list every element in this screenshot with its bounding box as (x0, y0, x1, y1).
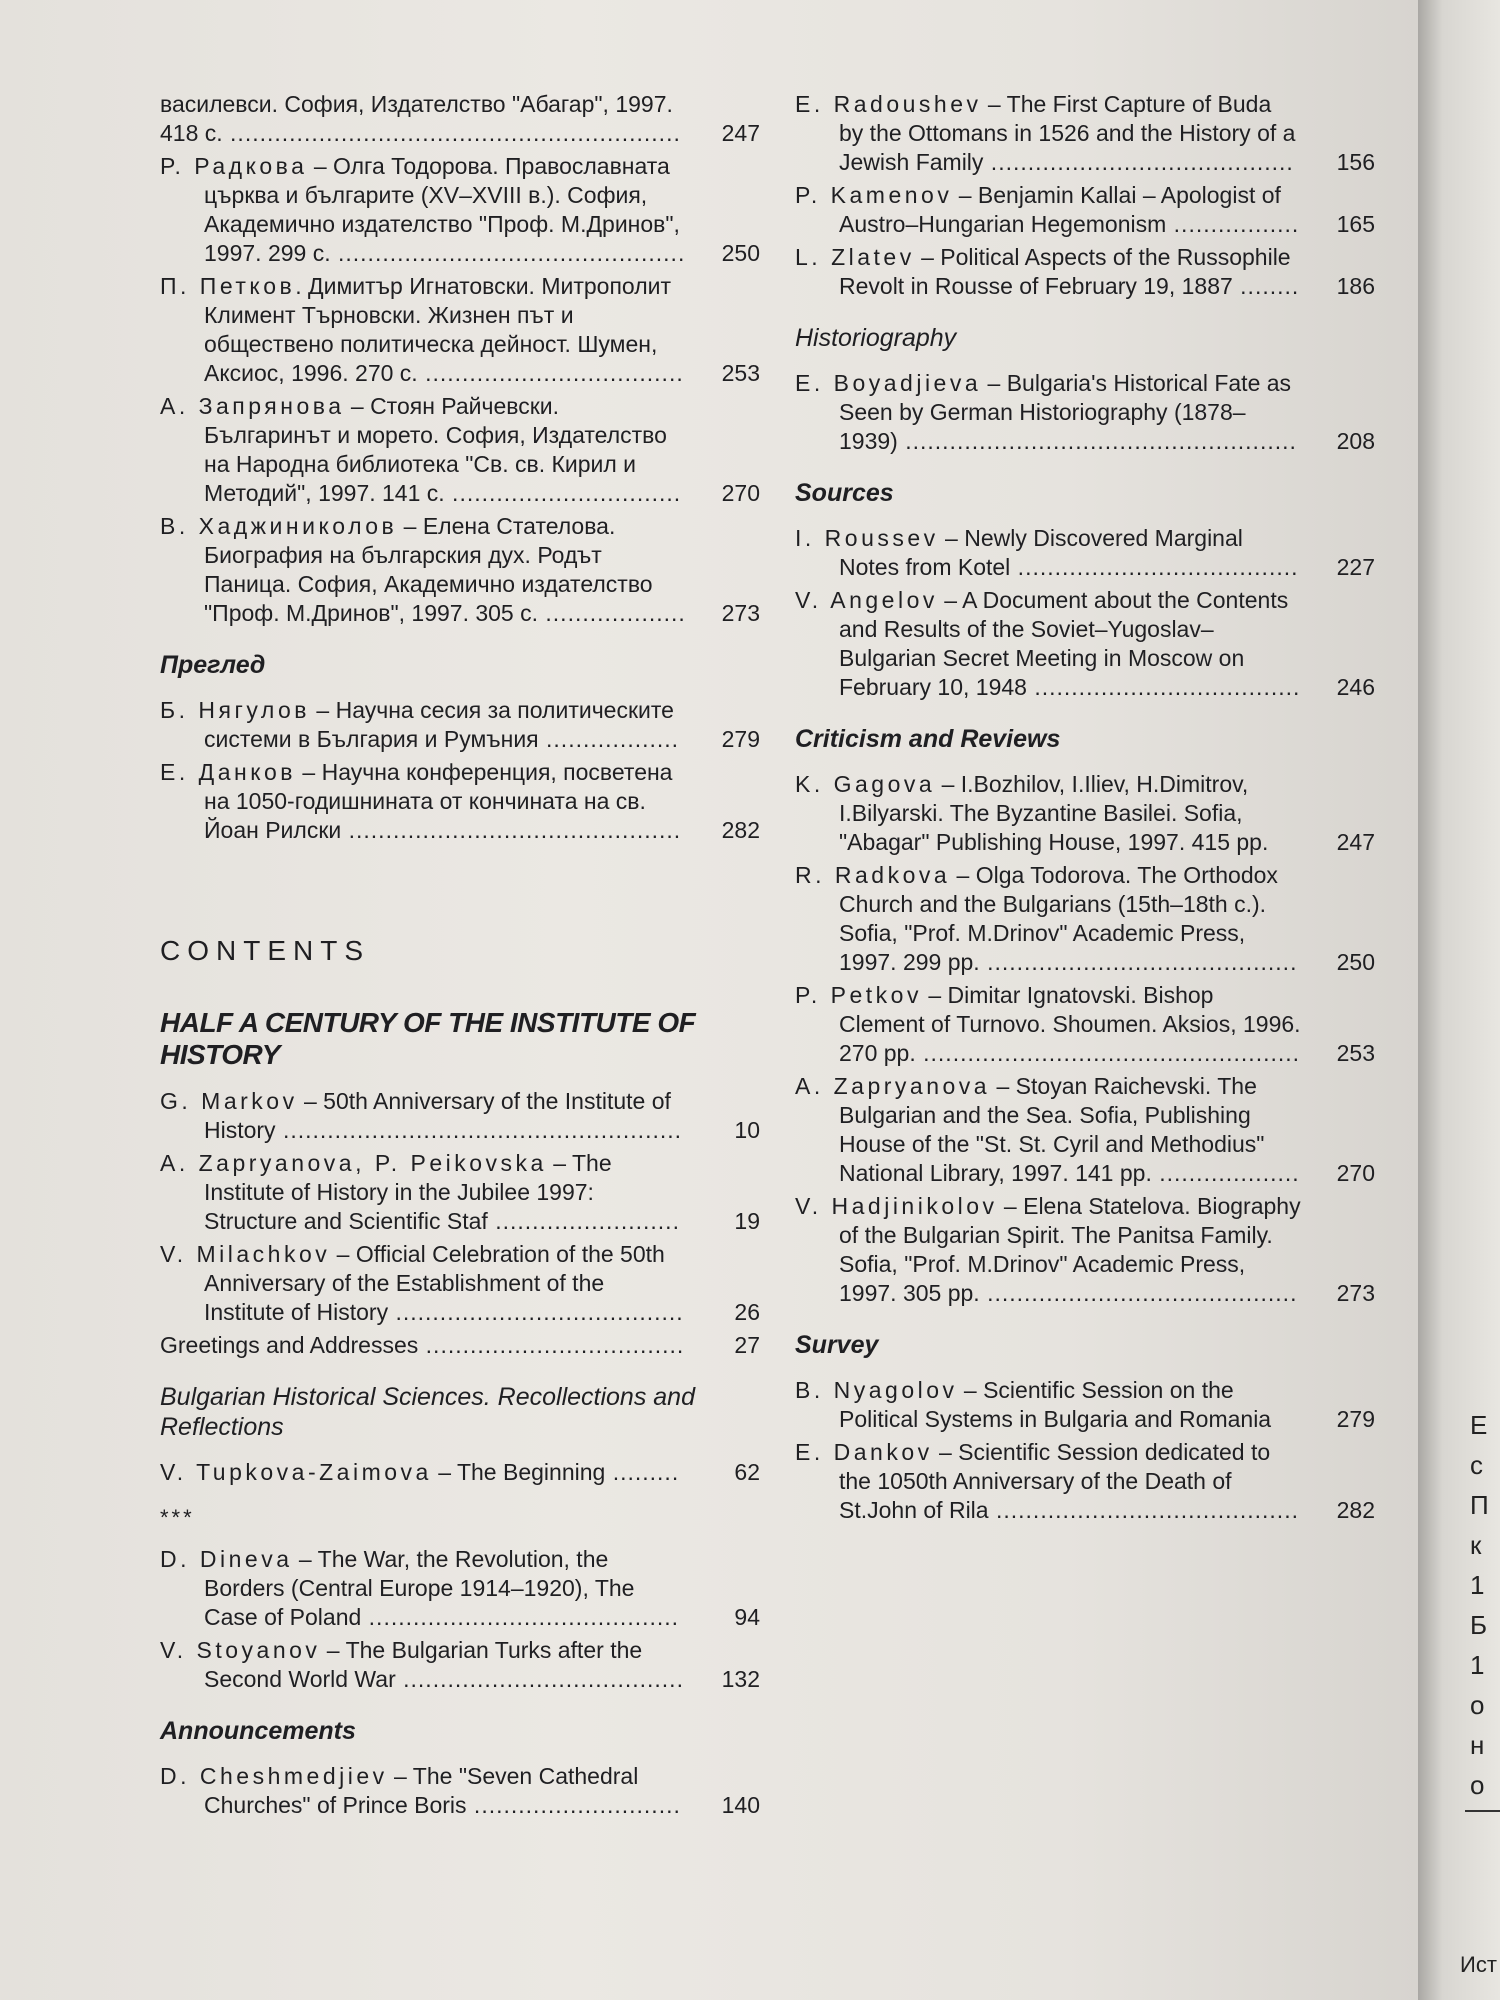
contents-heading: CONTENTS (160, 935, 370, 966)
entry-author: V. Hadjinikolov (795, 1193, 998, 1219)
left-column (160, 90, 760, 1824)
toc-entry (160, 392, 760, 508)
entry-author: A. Zapryanova, P. Peikovska (160, 1150, 547, 1176)
page-number: 19 (734, 1208, 760, 1234)
dot-leader: .................................... (1026, 674, 1301, 700)
survey-bg-entries (160, 696, 760, 845)
toc-entry (795, 369, 1375, 456)
toc-entry-text (795, 524, 1375, 582)
adjacent-page-letter: Е (1470, 1410, 1488, 1440)
toc-entry-text (795, 90, 1375, 177)
toc-entry (160, 272, 760, 388)
toc-entry-text (795, 770, 1375, 857)
toc-entry (795, 770, 1375, 857)
dot-leader: ................................... (418, 1332, 685, 1358)
page-number: 282 (721, 817, 760, 843)
page-number: 132 (721, 1666, 760, 1692)
page-number: 208 (1336, 428, 1375, 454)
toc-entry-text (795, 369, 1375, 456)
entry-author: V. Tupkova-Zaimova (160, 1459, 432, 1485)
entry-title: – Стоян Райчевски. Българинът и морето. София, Издателство на Народна библиотека "Св. св. Кирил и Методий", 1997. 141 с. (204, 393, 667, 506)
dot-leader: ............................................. (341, 817, 682, 843)
dot-leader: .......................................... (979, 1280, 1298, 1306)
after-stars-entries (160, 1545, 760, 1694)
entry-title: – Political Aspects of the Russophile Revolt in Rousse of February 19, 1887 (839, 244, 1291, 299)
entry-title: – Stoyan Raichevski. The Bulgarian and the Sea. Sofia, Publishing House of the "St. St. Cyril and Methodius" National Library, 1997. 141 pp. (839, 1073, 1265, 1186)
adjacent-page-edge (1418, 0, 1500, 2000)
criticism-entries (795, 770, 1375, 1308)
toc-entry-text (160, 1545, 760, 1632)
toc-entry-text (795, 1192, 1375, 1308)
toc-entry (160, 1458, 760, 1487)
top-entries (795, 90, 1375, 301)
toc-entry-text (160, 152, 760, 268)
dot-leader: .......................................... (979, 949, 1298, 975)
toc-entry (160, 512, 760, 628)
entry-author: E. Dankov (795, 1439, 933, 1465)
entry-title: – Олга Тодорова. Православната църква и българите (XV–XVIII в.). София, Академично издателство "Проф. М.Дринов", 1997. 299 с. (204, 153, 680, 266)
toc-entry-text (160, 1636, 760, 1694)
entry-title: . Димитър Игнатовски. Митрополит Климент Търновски. Жизнен път и обществено политическа дейност. Шумен, Аксиос, 1996. 270 с. (204, 273, 671, 386)
section-heading-survey: Survey (795, 1331, 879, 1359)
entry-title: – The War, the Revolution, the Borders (Central Europe 1914–1920), The Case of Poland (204, 1546, 635, 1630)
adjacent-page-letter: к (1470, 1530, 1482, 1560)
dot-leader: ................................... (417, 360, 684, 386)
adjacent-page-letter: о (1470, 1770, 1485, 1800)
toc-entry (160, 1087, 760, 1145)
entry-title: – Olga Todorova. The Orthodox Church and the Bulgarians (15th–18th c.). Sofia, "Prof. M.Drinov" Academic Press, 1997. 299 pp. (839, 862, 1278, 975)
adjacent-page-letter: 1 (1470, 1570, 1485, 1600)
toc-entry-text (160, 1149, 760, 1236)
toc-entry-text (795, 243, 1375, 301)
adjacent-page-letter: н (1470, 1730, 1485, 1760)
entry-author: П. Петков (160, 273, 296, 299)
section-heading-historiography: Historiography (795, 324, 957, 352)
dot-leader: ......................... (487, 1208, 680, 1234)
adjacent-page-letter: П (1470, 1490, 1489, 1520)
dot-leader: ................. (1166, 211, 1300, 237)
recollections-entries (160, 1458, 760, 1487)
section-heading-survey-bg: Преглед (160, 651, 266, 679)
entry-title: – The "Seven Cathedral Churches" of Prince Boris (204, 1763, 639, 1818)
dot-leader: ............................ (466, 1792, 681, 1818)
stars-separator: *** (160, 1505, 195, 1530)
toc-entry (795, 90, 1375, 177)
dot-leader: ............................... (444, 480, 682, 506)
entry-title: – Scientific Session dedicated to the 1050th Anniversary of the Death of St.John of Rila (839, 1439, 1271, 1523)
entry-title: – Научна сесия за политическите системи в България и Румъния (204, 697, 674, 752)
page-number: 270 (1336, 1160, 1375, 1186)
toc-entry (160, 90, 760, 148)
toc-entry (795, 1438, 1375, 1525)
entry-author: V. Angelov (795, 587, 938, 613)
entry-author: R. Radkova (795, 862, 951, 888)
toc-entry-text (160, 1240, 760, 1327)
toc-entry-text (160, 1087, 760, 1145)
toc-entry (160, 758, 760, 845)
adjacent-page-letter: Б (1470, 1610, 1488, 1640)
page-number: 253 (1336, 1040, 1375, 1066)
toc-entry (160, 696, 760, 754)
toc-entry (160, 1149, 760, 1236)
entry-author: Е. Данков (160, 759, 297, 785)
toc-entry (795, 243, 1375, 301)
toc-entry-text (795, 586, 1375, 702)
entry-author: E. Boyadjieva (795, 370, 982, 396)
entry-author: B. Nyagolov (795, 1377, 958, 1403)
page-number: 250 (1336, 949, 1375, 975)
right-column (795, 90, 1375, 1529)
announcements-entries (160, 1762, 760, 1820)
page-number: 250 (721, 240, 760, 266)
entry-author: G. Markov (160, 1088, 298, 1114)
entry-author: D. Cheshmedjiev (160, 1763, 388, 1789)
entry-title: – The Institute of History in the Jubilee 1997: Structure and Scientific Staf (204, 1150, 612, 1234)
toc-entry-text (160, 696, 760, 754)
toc-entry (795, 181, 1375, 239)
entry-title: – Official Celebration of the 50th Anniversary of the Establishment of the Institute of History (204, 1241, 665, 1325)
toc-entry-text (160, 758, 760, 845)
toc-entry (160, 1240, 760, 1327)
page-number: 279 (1336, 1406, 1375, 1432)
entry-author: Б. Нягулов (160, 697, 311, 723)
page-number: 247 (1336, 829, 1375, 855)
entry-author: Р. Радкова (160, 153, 308, 179)
entry-author: В. Хаджиниколов (160, 513, 398, 539)
dot-leader: ............................................................. (222, 120, 681, 146)
adjacent-page-rule (1465, 1810, 1500, 1812)
dot-leader: ...................................... (1010, 554, 1299, 580)
bg-entries (160, 90, 760, 628)
toc-entry (160, 152, 760, 268)
toc-entry-text (795, 861, 1375, 977)
entry-author: D. Dineva (160, 1546, 293, 1572)
toc-entry (795, 861, 1375, 977)
toc-entry (160, 1545, 760, 1632)
adjacent-page-letter: 1 (1470, 1650, 1485, 1680)
dot-leader: ......................................... (983, 149, 1294, 175)
adjacent-page-letter: с (1470, 1450, 1483, 1480)
dot-leader: ................... (538, 600, 686, 626)
page-number: 273 (1336, 1280, 1375, 1306)
toc-entry-text (795, 981, 1375, 1068)
dot-leader: ...................................... (395, 1666, 684, 1692)
entry-title: – Benjamin Kallai – Apologist of Austro–Hungarian Hegemonism (839, 182, 1281, 237)
entry-author: P. Petkov (795, 982, 922, 1008)
dot-leader: ..................................................... (897, 428, 1297, 454)
dot-leader: ...................................................... (275, 1117, 683, 1143)
page-number: 140 (721, 1792, 760, 1818)
page-number: 246 (1336, 674, 1375, 700)
toc-entry-text (160, 1458, 760, 1487)
dot-leader: ............................................... (330, 240, 686, 266)
page-number: 94 (734, 1604, 760, 1630)
toc-entry-text (160, 512, 760, 628)
toc-entry (795, 1376, 1375, 1434)
toc-entry-text (160, 272, 760, 388)
toc-entry-text (160, 1331, 760, 1360)
entry-title: – Елена Стателова. Биография на българския дух. Родът Паница. София, Академично издателство "Проф. М.Дринов", 1997. 305 с. (204, 513, 653, 626)
entry-author: V. Stoyanov (160, 1637, 321, 1663)
entry-author: А. Запрянова (160, 393, 345, 419)
entry-title: – The Beginning (431, 1459, 606, 1485)
entry-author: K. Gagova (795, 771, 936, 797)
dot-leader: ......................................... (988, 1497, 1299, 1523)
page-number: 279 (721, 726, 760, 752)
page-number: 27 (734, 1332, 760, 1358)
entry-title: Greetings and Addresses (160, 1332, 419, 1358)
toc-entry-text (160, 392, 760, 508)
entry-title: – Scientific Session on the Political Systems in Bulgaria and Romania (839, 1377, 1272, 1432)
historiography-entries (795, 369, 1375, 456)
dot-leader: .......................................... (361, 1604, 680, 1630)
dot-leader: ........ (1232, 273, 1300, 299)
page-number: 156 (1336, 149, 1375, 175)
page-number: 10 (734, 1117, 760, 1143)
section-heading-criticism: Criticism and Reviews (795, 725, 1061, 753)
dot-leader: ................... (1151, 1160, 1300, 1186)
page-number: 165 (1336, 211, 1375, 237)
toc-entry-text (795, 1438, 1375, 1525)
page-number: 247 (721, 120, 760, 146)
entry-title: – Dimitar Ignatovski. Bishop Clement of Turnovo. Shoumen. Aksios, 1996. 270 pp. (839, 982, 1301, 1066)
entry-title: – Bulgaria's Historical Fate as Seen by German Historiography (1878–1939) (839, 370, 1292, 454)
page-number: 270 (721, 480, 760, 506)
page-number: 186 (1336, 273, 1375, 299)
dot-leader: ....................................... (388, 1299, 684, 1325)
entry-title: – Newly Discovered Marginal Notes from Kotel (839, 525, 1243, 580)
entry-title: – 50th Anniversary of the Institute of History (204, 1088, 671, 1143)
half-century-entries (160, 1087, 760, 1360)
entry-title: – Elena Statelova. Biography of the Bulgarian Spirit. The Panitsa Family. Sofia, "Prof. M.Drinov" Academic Press, 1997. 305 pp. (839, 1193, 1301, 1306)
toc-entry (160, 1636, 760, 1694)
toc-entry (795, 981, 1375, 1068)
page-number: 227 (1336, 554, 1375, 580)
toc-entry (795, 1072, 1375, 1188)
page-number: 282 (1336, 1497, 1375, 1523)
dot-leader: .................. (538, 726, 680, 752)
adjacent-page-letter: о (1470, 1690, 1485, 1720)
section-heading-announcements: Announcements (160, 1717, 356, 1745)
entry-title: – Научна конференция, посветена на 1050-годишнината от кончината на св. Йоан Рилски (204, 759, 673, 843)
entry-author: I. Roussev (795, 525, 939, 551)
dot-leader: ......... (605, 1459, 680, 1485)
entry-title: – I.Bozhilov, I.Iliev, H.Dimitrov, I.Bilyarski. The Byzantine Basilei. Sofia, "Abagar" Publishing House, 1997. 415 pp. (839, 771, 1269, 855)
toc-entry (795, 586, 1375, 702)
page-number: 62 (734, 1459, 760, 1485)
section-heading-half-century: HALF A CENTURY OF THE INSTITUTE OF HISTORY (160, 1007, 696, 1070)
page-number: 273 (721, 600, 760, 626)
sources-entries (795, 524, 1375, 702)
entry-author: E. Radoushev (795, 91, 982, 117)
section-heading-sources: Sources (795, 479, 894, 507)
entry-title: – The First Capture of Buda by the Ottomans in 1526 and the History of a Jewish Family (839, 91, 1296, 175)
toc-entry (160, 1762, 760, 1820)
toc-entry-text (160, 1762, 760, 1820)
entry-author: V. Milachkov (160, 1241, 331, 1267)
section-heading-recollections: Bulgarian Historical Sciences. Recollections and Reflections (160, 1383, 695, 1441)
toc-entry-text (160, 90, 760, 148)
page-number: 253 (721, 360, 760, 386)
entry-title: василевси. София, Издателство "Абагар", 1997. 418 с. (160, 91, 673, 146)
entry-title: – The Bulgarian Turks after the Second World War (204, 1637, 643, 1692)
entry-author: A. Zapryanova (795, 1073, 991, 1099)
toc-entry (795, 1192, 1375, 1308)
toc-entry (160, 1331, 760, 1360)
dot-leader: ................................................... (915, 1040, 1301, 1066)
toc-entry-text (795, 1376, 1375, 1434)
toc-entry (795, 524, 1375, 582)
toc-entry-text (795, 181, 1375, 239)
survey-entries (795, 1376, 1375, 1525)
page-number: 26 (734, 1299, 760, 1325)
entry-author: P. Kamenov (795, 182, 953, 208)
adjacent-page-footer: Ист (1460, 1952, 1497, 1977)
entry-author: L. Zlatev (795, 244, 915, 270)
entry-title: – A Document about the Contents and Results of the Soviet–Yugoslav–Bulgarian Secret Meeting in Moscow on February 10, 1948 (839, 587, 1289, 700)
toc-entry-text (795, 1072, 1375, 1188)
